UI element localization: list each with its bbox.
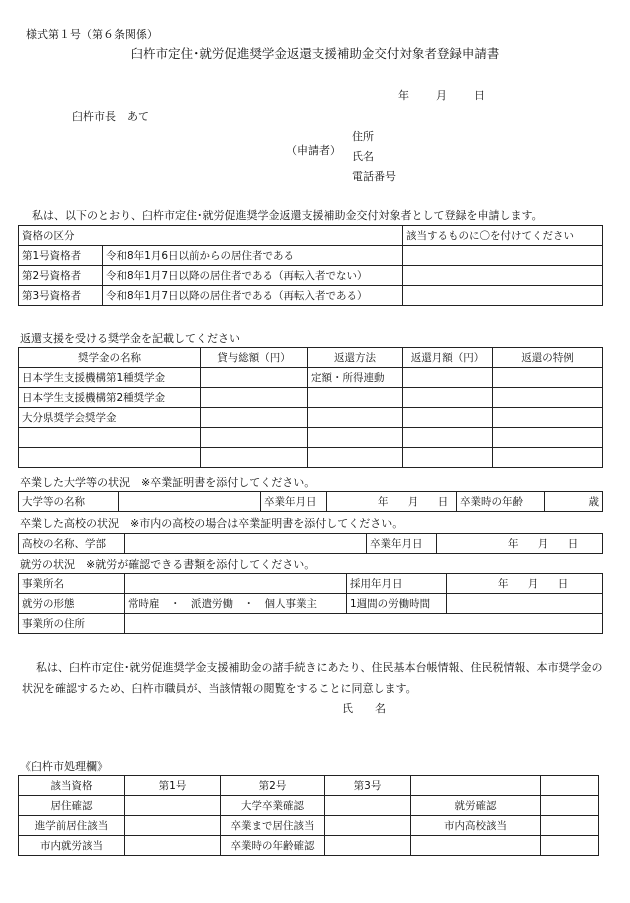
office-cell: 第1号 [125, 776, 221, 796]
qualification-desc: 令和8年1月7日以降の居住者である（再転入者でない） [103, 266, 403, 286]
office-cell: 該当資格 [19, 776, 125, 796]
hire-date-label: 採用年月日 [347, 574, 447, 594]
scholarship-header: 返還方法 [308, 348, 403, 368]
scholarship-monthly[interactable] [403, 408, 493, 428]
consent-text: 私は、臼杵市定住･就労促進奨学金支援補助金の諸手続きにあたり、住民基本台帳情報、住民税情報、本市奨学金の状況を確認するため、臼杵市職員が、当該情報の閲覧をすることに同意します。 [22, 661, 603, 695]
company-label: 事業所名 [19, 574, 125, 594]
qualification-mark-cell[interactable] [403, 246, 603, 266]
office-cell: 就労確認 [411, 796, 541, 816]
table-row [19, 448, 603, 468]
consent-name-label: 氏 名 [342, 702, 386, 715]
employment-type-label: 就労の形態 [19, 594, 125, 614]
qualification-desc: 令和8年1月6日以前からの居住者である [103, 246, 403, 266]
scholarship-total[interactable] [201, 448, 308, 468]
address-label: 住所 [352, 130, 374, 143]
date-year: 年 [398, 89, 409, 102]
office-cell[interactable] [541, 776, 599, 796]
qualification-desc: 令和8年1月7日以降の居住者である（再転入者である） [103, 286, 403, 306]
qualification-label: 第1号資格者 [19, 246, 103, 266]
office-cell: 居住確認 [19, 796, 125, 816]
name-label: 氏名 [352, 150, 374, 163]
employment-table [18, 573, 603, 634]
scholarship-total[interactable] [201, 408, 308, 428]
office-cell: 市内就労該当 [19, 836, 125, 856]
scholarship-name[interactable] [19, 448, 201, 468]
office-cell[interactable] [411, 776, 541, 796]
scholarship-name[interactable] [19, 428, 201, 448]
university-table [18, 491, 603, 512]
scholarship-total[interactable] [201, 368, 308, 388]
qualification-mark-cell[interactable] [403, 286, 603, 306]
company-address-field[interactable] [125, 614, 603, 634]
university-name-field[interactable] [119, 492, 261, 512]
university-age-label: 卒業時の年齢 [457, 492, 545, 512]
table-row [19, 408, 603, 428]
scholarship-monthly[interactable] [403, 388, 493, 408]
scholarship-total[interactable] [201, 428, 308, 448]
scholarship-method[interactable] [308, 448, 403, 468]
scholarship-special[interactable] [493, 368, 603, 388]
scholarship-table [18, 347, 603, 468]
highschool-name-label: 高校の名称、学部 [19, 534, 125, 554]
office-cell: 卒業時の年齢確認 [221, 836, 325, 856]
scholarship-method[interactable]: 定額・所得連動 [308, 368, 403, 388]
office-cell: 大学卒業確認 [221, 796, 325, 816]
highschool-grad-label: 卒業年月日 [367, 534, 437, 554]
qualification-label: 第3号資格者 [19, 286, 103, 306]
office-cell[interactable] [125, 796, 221, 816]
table-row [19, 428, 603, 448]
scholarship-special[interactable] [493, 408, 603, 428]
office-cell[interactable] [325, 816, 411, 836]
employment-type-options[interactable]: 常時雇 ・ 派遣労働 ・ 個人事業主 [125, 594, 347, 614]
office-cell: 進学前居住該当 [19, 816, 125, 836]
highschool-table [18, 533, 603, 554]
qualification-table [18, 225, 603, 306]
scholarship-header: 奨学金の名称 [19, 348, 201, 368]
office-cell: 市内高校該当 [411, 816, 541, 836]
scholarship-special[interactable] [493, 428, 603, 448]
employment-caption: 就労の状況 ※就労が確認できる書類を添付してください。 [20, 558, 316, 571]
office-cell[interactable] [541, 836, 599, 856]
intro-text: 私は、以下のとおり、臼杵市定住･就労促進奨学金返還支援補助金交付対象者として登録を申請します。 [32, 209, 543, 222]
scholarship-special[interactable] [493, 448, 603, 468]
scholarship-monthly[interactable] [403, 428, 493, 448]
qualification-header-mark: 該当するものに〇を付けてください [403, 226, 603, 246]
office-cell: 第2号 [221, 776, 325, 796]
hire-date-field[interactable]: 年 月 日 [447, 574, 603, 594]
form-number: 様式第１号（第６条関係） [26, 28, 158, 41]
university-age-field[interactable]: 歳 [545, 492, 603, 512]
scholarship-method[interactable] [308, 388, 403, 408]
office-cell: 第3号 [325, 776, 411, 796]
scholarship-name[interactable]: 日本学生支援機構第2種奨学金 [19, 388, 201, 408]
office-cell[interactable] [125, 816, 221, 836]
university-grad-date[interactable]: 年 月 日 [327, 492, 457, 512]
addressee: 臼杵市長 あて [72, 110, 149, 123]
office-table [18, 775, 599, 856]
qualification-header-category: 資格の区分 [19, 226, 403, 246]
highschool-name-field[interactable] [125, 534, 367, 554]
weekly-hours-label: 1週間の労働時間 [347, 594, 447, 614]
date-month: 月 [436, 89, 447, 102]
company-field[interactable] [125, 574, 347, 594]
company-address-label: 事業所の住所 [19, 614, 125, 634]
applicant-label: （申請者） [286, 144, 341, 157]
table-row [19, 368, 603, 388]
office-cell[interactable] [325, 796, 411, 816]
office-cell: 卒業まで居住該当 [221, 816, 325, 836]
office-cell[interactable] [125, 836, 221, 856]
highschool-grad-date[interactable]: 年 月 日 [437, 534, 603, 554]
university-grad-label: 卒業年月日 [261, 492, 327, 512]
scholarship-header: 返還の特例 [493, 348, 603, 368]
table-row [19, 388, 603, 408]
university-caption: 卒業した大学等の状況 ※卒業証明書を添付してください。 [20, 476, 316, 489]
scholarship-special[interactable] [493, 388, 603, 408]
scholarship-caption: 返還支援を受ける奨学金を記載してください [20, 332, 240, 345]
weekly-hours-field[interactable] [447, 594, 603, 614]
date-day: 日 [474, 89, 485, 102]
scholarship-monthly[interactable] [403, 448, 493, 468]
scholarship-total[interactable] [201, 388, 308, 408]
qualification-label: 第2号資格者 [19, 266, 103, 286]
office-caption: 《臼杵市処理欄》 [20, 760, 108, 773]
page-title: 臼杵市定住･就労促進奨学金返還支援補助金交付対象者登録申請書 [130, 46, 500, 61]
phone-label: 電話番号 [352, 170, 396, 183]
scholarship-header: 返還月額（円） [403, 348, 493, 368]
highschool-caption: 卒業した高校の状況 ※市内の高校の場合は卒業証明書を添付してください。 [20, 517, 404, 530]
scholarship-method[interactable] [308, 428, 403, 448]
scholarship-method[interactable] [308, 408, 403, 428]
scholarship-header: 貸与総額（円） [201, 348, 308, 368]
office-cell[interactable] [541, 796, 599, 816]
office-cell[interactable] [411, 836, 541, 856]
office-cell[interactable] [325, 836, 411, 856]
scholarship-name[interactable]: 日本学生支援機構第1種奨学金 [19, 368, 201, 388]
office-cell[interactable] [541, 816, 599, 836]
qualification-mark-cell[interactable] [403, 266, 603, 286]
university-name-label: 大学等の名称 [19, 492, 119, 512]
scholarship-name[interactable]: 大分県奨学会奨学金 [19, 408, 201, 428]
scholarship-monthly[interactable] [403, 368, 493, 388]
